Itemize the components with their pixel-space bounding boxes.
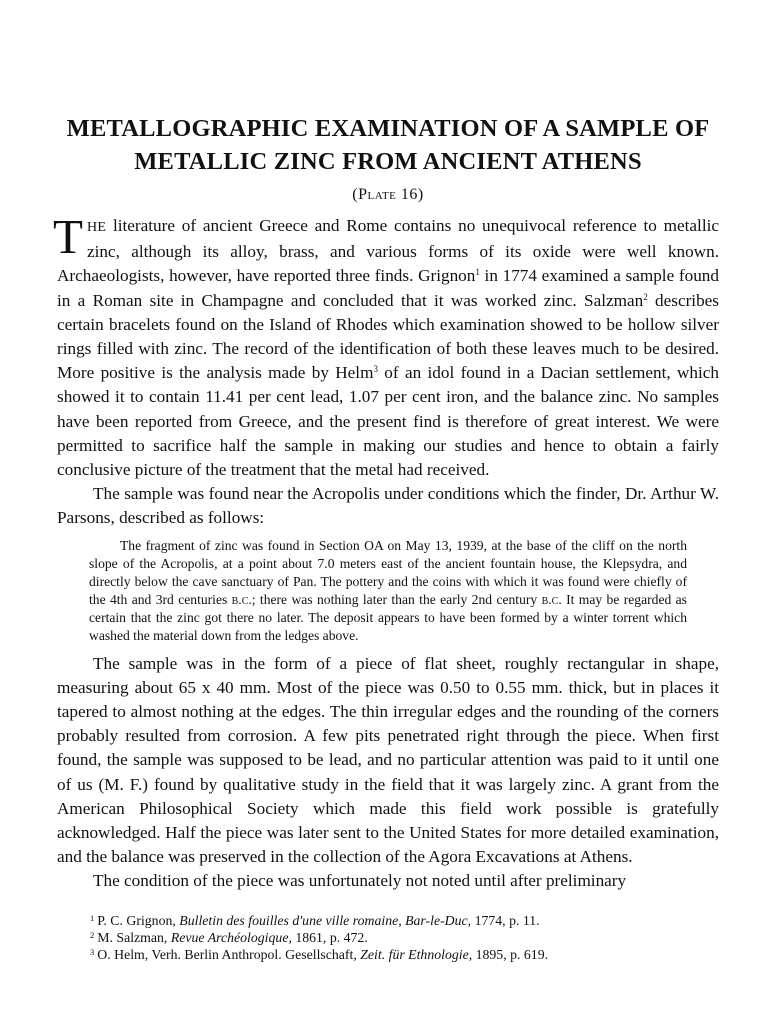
paragraph-1: THE literature of ancient Greece and Rome contains no unequivocal reference to metallic zinc, although its alloy, brass, and various forms of its oxide were well known. Archaeologists, however, have reported three finds. Grignon$^1$ in 1774 examined a sample found in a Roman site in Champagne and concluded that it was worked zinc. Salzman$^2$ describes certain bracelets found on the Island of Rhodes which examination showed to be hollow silver rings filled with zinc. The record of the identification of both these leaves much to be desired. More positive is the analysis made by Helm$^3$ of an idol found in a Dacian settlement, which showed it to contain 11.41 per cent lead, 1.07 per cent iron, and the balance zinc. No samples have been reported from Greece, and the present find is therefore of great interest. We were permitted to sacrifice half the sample in making our studies and hence to obtain a fairly conclusive picture of the treatment that the metal had received. bbox=[53, 209, 719, 480]
paragraph-3: The sample was in the form of a piece of flat sheet, roughly rectangular in shape, measuring about 65 x 40 mm. Most of the piece was 0.50 to 0.55 mm. thick, but in places it tapered to almost nothing at the edges. The thin irregular edges and the rounding of the corners probably resulted from corrosion. A few pits penetrated right through the piece. When first found, the sample was supposed to be lead, and no particular attention was paid to it until one of us (M. F.) found by qualitative study in the field that it was largely zinc. A grant from the American Philosophical Society which made this field work possible is gratefully acknowledged. Half the piece was later sent to the United States for more detailed examination, and the balance was preserved in the collection of the Agora Excavations at Athens. bbox=[57, 653, 719, 867]
footnote-ref-2[interactable]: 2 bbox=[643, 291, 648, 302]
article bbox=[53, 112, 719, 894]
title-line-2: METALLIC ZINC FROM ANCIENT ATHENS bbox=[134, 148, 642, 175]
footnote-1: $^1$ P. C. Grignon, Bulletin des fouilles d'une ville romaine, Bar-le-Duc, 1774, p. 11. bbox=[90, 913, 540, 928]
plate-reference: (Plate 16) bbox=[352, 186, 424, 203]
footnote-3: $^3$ O. Helm, Verh. Berlin Anthropol. Gesellschaft, Zeit. für Ethnologie, 1895, p. 619. bbox=[90, 947, 549, 962]
block-quote: The fragment of zinc was found in Section OA on May 13, 1939, at the base of the cliff on the north slope of the Acropolis, at a point about 7.0 meters east of the ancient fountain house, the Klepsydra, and directly below the cave sanctuary of Pan. The pottery and the coins with which it was found were chiefly of the 4th and 3rd centuries b.c.; there was nothing later than the early 2nd century b.c. It may be regarded as certain that the zinc got there no later. The deposit appears to have been formed by a winter torrent which washed the material down from the ledges above. bbox=[89, 537, 687, 643]
paragraph-4: The condition of the piece was unfortunately not noted until after preliminary bbox=[93, 871, 627, 891]
footnote-2: $^2$ M. Salzman, Revue Archéologique, 1861, p. 472. bbox=[90, 930, 368, 945]
paragraph-2: The sample was found near the Acropolis under conditions which the finder, Dr. Arthur W. Parsons, described as follows: bbox=[57, 484, 719, 528]
lead-word: HE bbox=[86, 220, 107, 235]
footnote-ref-1[interactable]: 1 bbox=[475, 267, 480, 278]
title-line-1: METALLOGRAPHIC EXAMINATION OF A SAMPLE OF bbox=[66, 115, 710, 142]
drop-cap: T bbox=[53, 209, 83, 264]
article-title bbox=[57, 112, 719, 178]
bc-abbrev: b.c. bbox=[231, 591, 252, 607]
bc-abbrev: b.c. bbox=[541, 591, 562, 607]
footnotes bbox=[90, 912, 710, 963]
footnote-ref-3[interactable]: 3 bbox=[373, 364, 378, 375]
